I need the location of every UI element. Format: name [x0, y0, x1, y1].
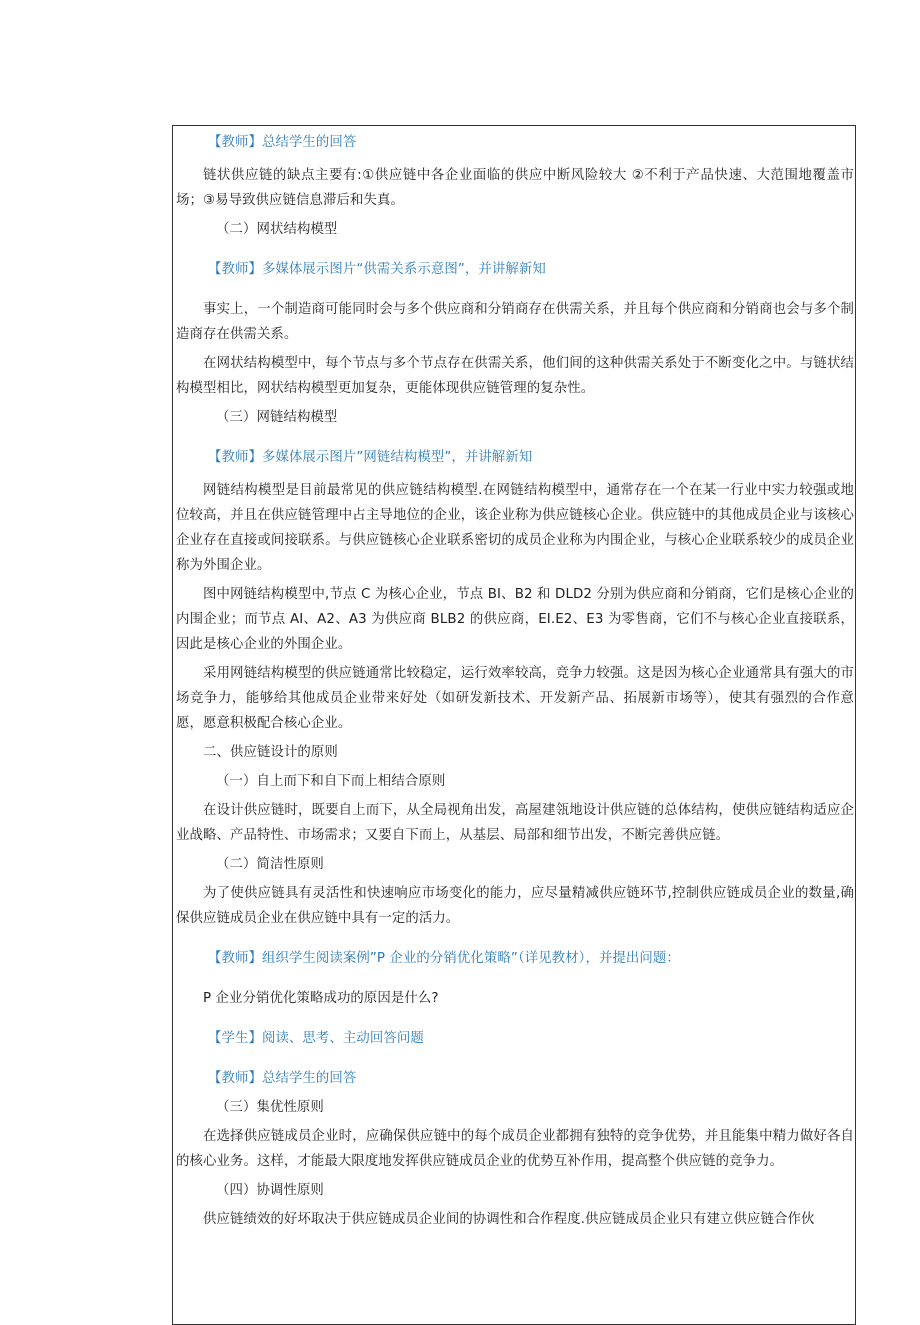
network-model-intro: 事实上，一个制造商可能同时会与多个供应商和分销商存在供需关系，并且每个供应商和分销商也会与多个制造商存在供需关系。 — [176, 302, 854, 342]
principle-1-body: 在设计供应链时，既要自上而下，从全局视角出发，高屋建瓴地设计供应链的总体结构，使供应链结构适应企业战略、产品特性、市场需求；又要自下而上，从基层、局部和细节出发，不断完善供应链。 — [176, 803, 854, 843]
teacher-multimedia-note: 【教师】多媒体展示图片“供需关系示意图”，并讲解新知 — [208, 262, 546, 277]
principle-2-body: 为了使供应链具有灵活性和快速响应市场变化的能力，应尽量精减供应链环节,控制供应链成员企业的数量,确保供应链成员企业在供应链中具有一定的活力。 — [176, 886, 854, 926]
teacher-case-reading-note: 【教师】组织学生阅读案例”P 企业的分销优化策略”（详见教材），并提出问题： — [208, 951, 680, 966]
principle-3-body: 在选择供应链成员企业时，应确保供应链中的每个成员企业都拥有独特的竞争优势，并且能集中精力做好各自的核心业务。这样，才能最大限度地发挥供应链成员企业的优势互补作用，提高整个供应链的竞争力。 — [176, 1129, 854, 1169]
student-activity-note: 【学生】阅读、思考、主动回答问题 — [208, 1031, 424, 1046]
principle-3-heading: （三）集优性原则 — [216, 1100, 324, 1115]
principle-1-heading: （一）自上而下和自下而上相结合原则 — [216, 774, 446, 789]
web-chain-node-explanation: 图中网链结构模型中,节点 C 为核心企业，节点 BI、B2 和 DLD2 分别为供应商和分销商，它们是核心企业的内围企业；而节点 AI、A2、A3 为供应商 BLB2 的供应商，EI.E2、E3 为零售商，它们不与核心企业直接联系，因此是核心企业的外围企业。 — [176, 587, 854, 652]
principle-4-body: 供应链绩效的好坏取决于供应链成员企业间的协调性和合作程度.供应链成员企业只有建立供应链合作伙 — [203, 1212, 815, 1227]
chain-supply-drawbacks: 链状供应链的缺点主要有:①供应链中各企业面临的供应中断风险较大 ②不利于产品快速、大范围地覆盖市场；③易导致供应链信息滞后和失真。 — [176, 168, 854, 208]
principle-2-heading: （二）简洁性原则 — [216, 857, 324, 872]
principle-4-heading: （四）协调性原则 — [216, 1183, 324, 1198]
web-chain-advantages: 采用网链结构模型的供应链通常比较稳定，运行效率较高，竞争力较强。这是因为核心企业通常具有强大的市场竞争力，能够给其他成员企业带来好处（如研发新技术、开发新产品、拓展新市场等），使其有强烈的合作意愿，愿意积极配合核心企业。 — [176, 666, 854, 731]
section-heading-network-model: （二）网状结构模型 — [216, 222, 338, 237]
lesson-content — [176, 126, 854, 1232]
network-model-detail: 在网状结构模型中，每个节点与多个节点存在供需关系，他们间的这种供需关系处于不断变化之中。与链状结构模型相比，网状结构模型更加复杂，更能体现供应链管理的复杂性。 — [176, 356, 854, 396]
section-heading-design-principles: 二、供应链设计的原则 — [203, 745, 338, 760]
web-chain-model-definition: 网链结构模型是目前最常见的供应链结构模型.在网链结构模型中，通常存在一个在某一行业中实力较强或地位较高，并且在供应链管理中占主导地位的企业，该企业称为供应链核心企业。供应链中的其他成员企业与该核心企业存在直接或间接联系。与供应链核心企业联系密切的成员企业称为内围企业，与核心企业联系较少的成员企业称为外围企业。 — [176, 483, 854, 573]
teacher-multimedia-note-2: 【教师】多媒体展示图片”网链结构模型”，并讲解新知 — [208, 450, 533, 465]
teacher-summary-note: 【教师】总结学生的回答 — [208, 135, 357, 150]
section-heading-web-chain-model: （三）网链结构模型 — [216, 410, 338, 425]
teacher-summary-note-2: 【教师】总结学生的回答 — [208, 1071, 357, 1086]
case-question: P 企业分销优化策略成功的原因是什么? — [203, 991, 439, 1006]
